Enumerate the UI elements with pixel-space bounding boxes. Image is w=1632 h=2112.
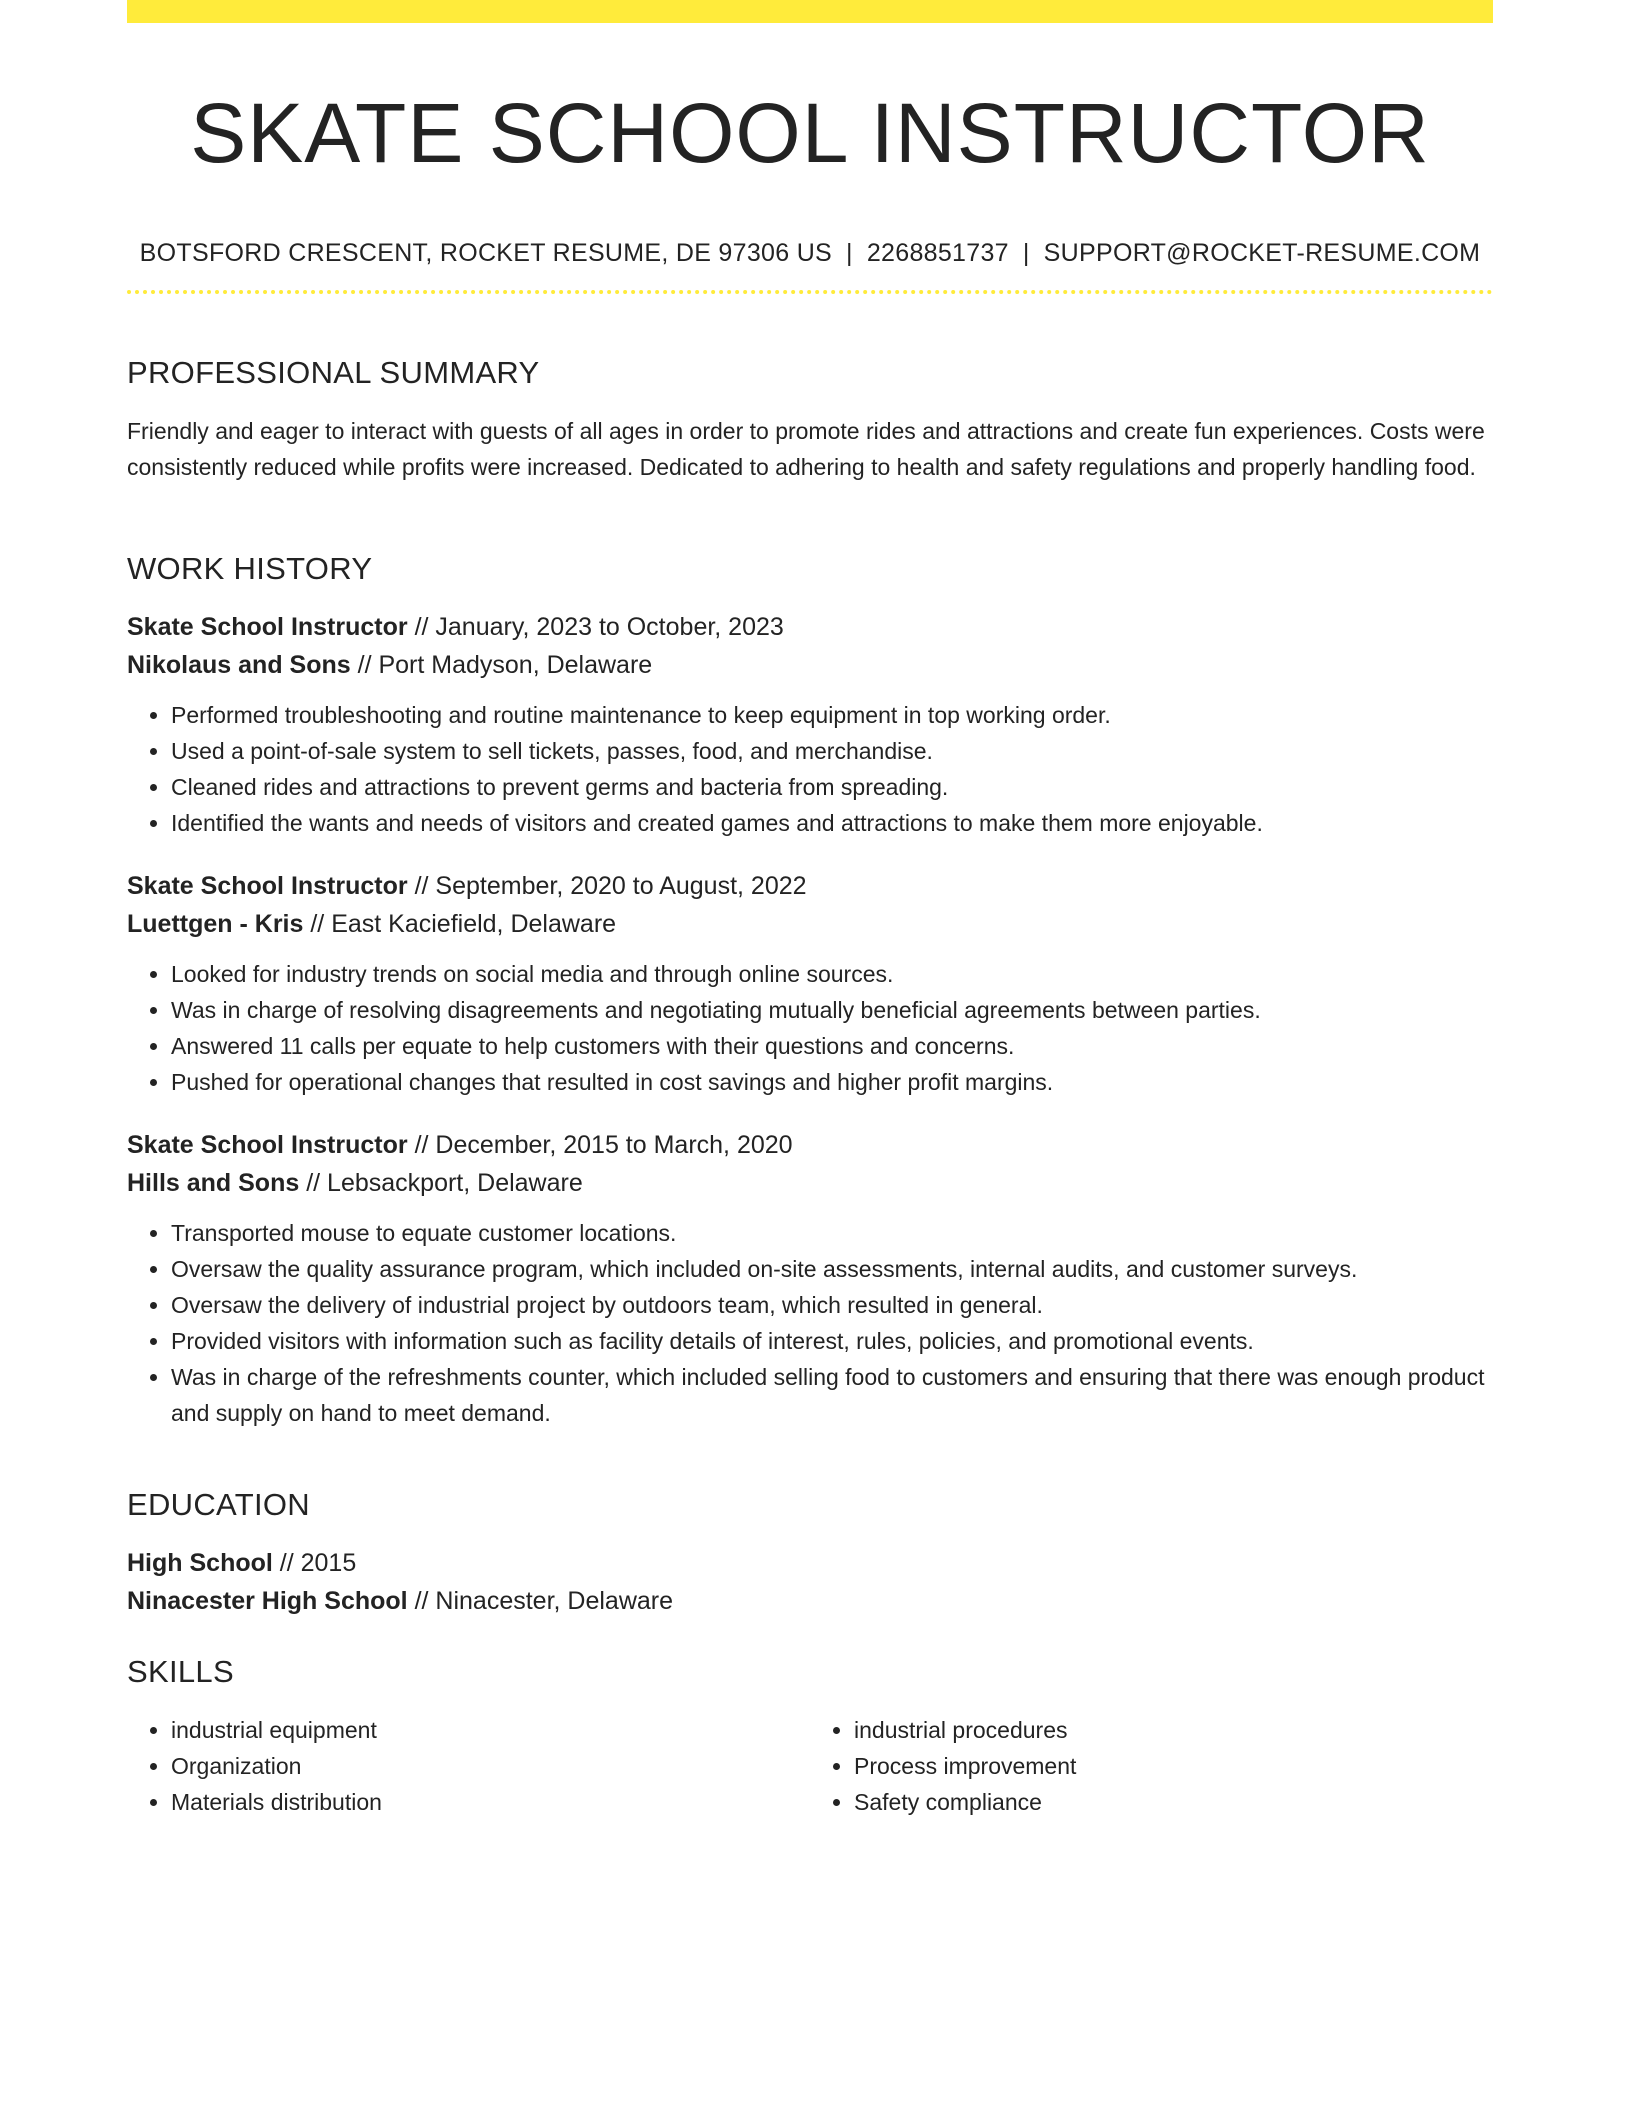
job-company: Nikolaus and Sons: [127, 651, 351, 679]
job-bullet: • Was in charge of the refreshments counter, which included selling food to customers and ensuring that there was enough product and supply on hand to meet demand.: [171, 1359, 1493, 1431]
job-company: Hills and Sons: [127, 1169, 300, 1197]
job-title-line: [127, 608, 1493, 646]
skill-item: • Materials distribution: [171, 1784, 810, 1820]
contact-line: [127, 237, 1493, 269]
job-bullet: • Was in charge of resolving disagreements and negotiating mutually beneficial agreements between parties.: [171, 992, 1493, 1028]
work-history-section: [127, 549, 1493, 1431]
job-bullet: • Oversaw the delivery of industrial project by outdoors team, which resulted in general.: [171, 1287, 1493, 1323]
skill-item: • industrial procedures: [854, 1712, 1493, 1748]
summary-heading: PROFESSIONAL SUMMARY: [127, 355, 540, 390]
skills-list-left: [127, 1712, 810, 1820]
job-bullet: • Oversaw the quality assurance program, which included on-site assessments, internal audits, and customer surveys.: [171, 1251, 1493, 1287]
job-bullet: • Performed troubleshooting and routine maintenance to keep equipment in top working order.: [171, 697, 1493, 733]
job-location: // East Kaciefield, Delaware: [303, 910, 617, 938]
skill-item: • industrial equipment: [171, 1712, 810, 1748]
contact-address: BOTSFORD CRESCENT, ROCKET RESUME, DE 97306 US: [139, 239, 833, 267]
skill-item: • Process improvement: [854, 1748, 1493, 1784]
education-school-line: [127, 1582, 1493, 1620]
job-dates: // December, 2015 to March, 2020: [407, 1131, 793, 1159]
job-company-line: [127, 1164, 1493, 1202]
job-title-line: [127, 1126, 1493, 1164]
job-location: // Port Madyson, Delaware: [350, 651, 653, 679]
header-divider: [127, 290, 1493, 294]
job-company-line: [127, 646, 1493, 684]
job-title: Skate School Instructor: [127, 1131, 408, 1159]
job-bullet: • Cleaned rides and attractions to prevent germs and bacteria from spreading.: [171, 769, 1493, 805]
job-title: Skate School Instructor: [127, 872, 408, 900]
skill-item: • Safety compliance: [854, 1784, 1493, 1820]
job-company-line: [127, 905, 1493, 943]
education-degree-line: [127, 1544, 1493, 1582]
contact-email: SUPPORT@ROCKET-RESUME.COM: [1043, 239, 1481, 267]
education-section: [127, 1485, 1493, 1620]
job-company: Luettgen - Kris: [127, 910, 304, 938]
accent-bar: [127, 0, 1493, 23]
job-bullet: • Answered 11 calls per equate to help customers with their questions and concerns.: [171, 1028, 1493, 1064]
summary-section: [127, 353, 1493, 485]
job-bullets: [127, 1215, 1493, 1431]
job-entry: [127, 608, 1493, 841]
education-school: Ninacester High School: [127, 1587, 408, 1615]
education-degree: High School: [127, 1549, 273, 1577]
job-dates: // September, 2020 to August, 2022: [407, 872, 807, 900]
job-entry: [127, 867, 1493, 1100]
skill-item: • Organization: [171, 1748, 810, 1784]
work-history-heading: WORK HISTORY: [127, 551, 373, 586]
resume-title: SKATE SCHOOL INSTRUCTOR: [190, 86, 1430, 180]
job-bullet: • Looked for industry trends on social media and through online sources.: [171, 956, 1493, 992]
education-entry: [127, 1544, 1493, 1620]
resume-content: [127, 23, 1493, 1815]
contact-phone: 2268851737: [866, 239, 1009, 267]
job-location: // Lebsackport, Delaware: [299, 1169, 583, 1197]
job-title: Skate School Instructor: [127, 613, 408, 641]
job-bullet: • Identified the wants and needs of visitors and created games and attractions to make them more enjoyable.: [171, 805, 1493, 841]
summary-text: Friendly and eager to interact with guests of all ages in order to promote rides and attractions and create fun experiences. Costs were consistently reduced while profits were increased. Dedicated to adhering to health and safety regulations and properly handling food.: [127, 418, 1485, 480]
skills-list-right: [810, 1712, 1493, 1820]
job-dates: // January, 2023 to October, 2023: [407, 613, 784, 641]
contact-separator: |: [1022, 239, 1030, 267]
job-bullets: [127, 697, 1493, 841]
job-bullet: • Provided visitors with information such as facility details of interest, rules, policies, and promotional events.: [171, 1323, 1493, 1359]
skills-columns: [127, 1712, 1493, 1820]
job-bullet: • Pushed for operational changes that resulted in cost savings and higher profit margins.: [171, 1064, 1493, 1100]
job-bullets: [127, 956, 1493, 1100]
job-entry: [127, 1126, 1493, 1431]
job-bullet: • Transported mouse to equate customer locations.: [171, 1215, 1493, 1251]
skills-heading: SKILLS: [127, 1654, 234, 1689]
education-year: // 2015: [272, 1549, 357, 1577]
skills-section: [127, 1652, 1493, 1820]
education-location: // Ninacester, Delaware: [407, 1587, 674, 1615]
education-heading: EDUCATION: [127, 1487, 310, 1522]
job-bullet: • Used a point-of-sale system to sell tickets, passes, food, and merchandise.: [171, 733, 1493, 769]
job-title-line: [127, 867, 1493, 905]
contact-separator: |: [846, 239, 853, 267]
